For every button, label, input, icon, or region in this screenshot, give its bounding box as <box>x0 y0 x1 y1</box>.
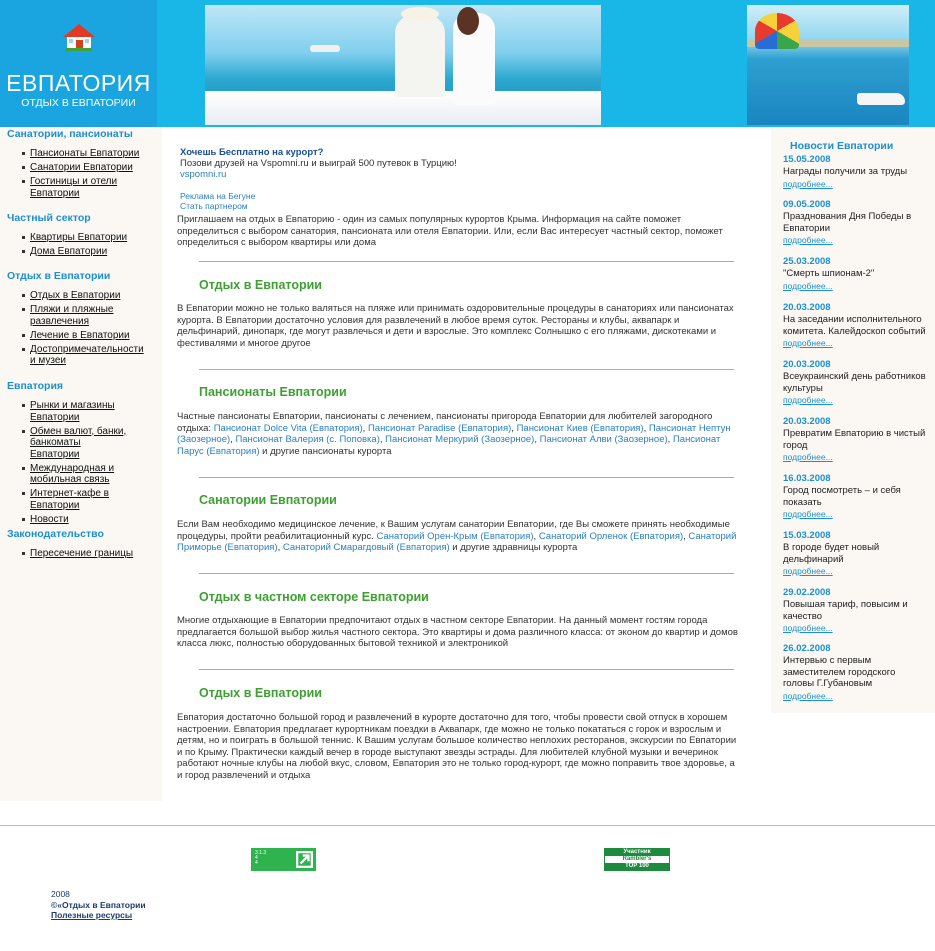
counter-badge[interactable] <box>251 848 316 871</box>
sidebar-item[interactable] <box>22 514 132 526</box>
hat <box>401 7 439 21</box>
news-text: На заседании исполнительного комитета. Калейдоскоп событий <box>783 314 926 337</box>
news-item <box>783 530 928 578</box>
news-date: 26.02.2008 <box>783 643 831 654</box>
news-item <box>783 302 928 350</box>
counter-line: 4 <box>255 855 258 861</box>
news-item <box>783 416 928 464</box>
news-text: Награды получили за труды <box>783 166 908 177</box>
sidebar-link[interactable]: Отдых в Евпатории <box>30 290 121 301</box>
sidebar-link[interactable]: Пансионаты Евпатории <box>30 148 140 159</box>
divider <box>199 573 734 574</box>
counter-line: 4 <box>255 860 258 866</box>
footer-divider <box>0 825 935 826</box>
news-date: 15.05.2008 <box>783 154 831 165</box>
section-lead: Частные пансионаты Евпатории, пансионаты с лечением, пансионаты пригорода Евпатории для любителей загородного отдыха: <box>177 411 713 434</box>
sidebar-menu <box>22 400 132 528</box>
sidebar-item[interactable] <box>22 400 122 423</box>
ad-link[interactable]: vspomni.ru <box>180 169 227 180</box>
news-item <box>783 199 928 247</box>
sidebar-link[interactable]: Новости <box>30 513 69 525</box>
news-more-link[interactable]: подробнее... <box>783 509 833 519</box>
divider <box>199 477 734 478</box>
sidebar-item[interactable] <box>22 290 142 302</box>
news-more-link[interactable]: подробнее... <box>783 566 833 576</box>
news-item <box>783 154 928 191</box>
sidebar-section-title: Отдых в Евпатории <box>7 270 111 282</box>
resources-link[interactable]: Полезные ресурсы <box>51 910 133 920</box>
pension-link[interactable]: Пансионат Парус (Евпатория) <box>177 434 721 457</box>
sidebar-menu <box>22 548 133 562</box>
news-text: В городе будет новый дельфинарий <box>783 542 880 565</box>
divider <box>199 669 734 670</box>
news-text: Город посмотреть – и себя показать <box>783 485 901 508</box>
copyright <box>51 889 146 921</box>
section-text: В Евпатории можно не только валяться на пляже или принимать оздоровительные процедуры в санаториях или пансионатах курорта. В Евпатории достаточно условия для развлечений в любое время суток. Рестораны и клубы, аквапарк и дельфинарий, динопарк, где могут развлечься и дети и взрослые. Это комплекс Солнышко с его пляжами, дискотеками и фестивалями и многое другое <box>177 303 734 349</box>
news-date: 09.05.2008 <box>783 199 831 210</box>
news-item <box>783 359 928 407</box>
copyright-year: 2008 <box>51 889 70 899</box>
news-text: Интервью с первым заместителем городского головы Г.Губановым <box>783 655 896 689</box>
site-title: ЕВПАТОРИЯ <box>6 70 151 96</box>
sidebar-item[interactable] <box>22 330 142 342</box>
header-photo-couple <box>205 5 601 125</box>
section-text: Если Вам необходимо медицинское лечение, к Вашим услугам санатории Евпатории, где Вы сможете принять необходимые процедуры, пройти реабилитационный курс. Санаторий Орен-Крым (Евпатория), Санаторий Орленок (Евпатория), Санаторий Приморье (Евпатория), Санаторий Смарагдовый (Евпатория) и другие здравницы курорта <box>177 519 737 553</box>
section-heading: Отдых в частном секторе Евпатории <box>199 590 429 604</box>
news-text: Празднования Дня Победы в Евпатории <box>783 211 912 234</box>
sidebar-item[interactable] <box>22 488 112 511</box>
news-item <box>783 587 928 635</box>
arrow-icon <box>296 851 313 868</box>
pension-link[interactable]: Пансионат Алви (Заозерное) <box>539 434 668 445</box>
sidebar-menu <box>22 232 127 260</box>
sidebar-section-title: Законодательство <box>7 528 104 540</box>
section-heading: Санатории Евпатории <box>199 493 337 507</box>
boat-shape <box>310 45 340 52</box>
header-photo-parasail <box>747 5 909 125</box>
divider <box>199 261 734 262</box>
ad-begun-link[interactable]: Реклама на Бегуне <box>180 191 256 201</box>
sidebar-section-title: Евпатория <box>7 380 64 392</box>
news-more-link[interactable]: подробнее... <box>783 338 833 348</box>
motorboat <box>857 93 905 105</box>
sidebar-item[interactable] <box>22 426 132 461</box>
sidebar-item[interactable] <box>22 162 139 174</box>
ad-text: Позови друзей на Vspomni.ru и выиграй 500 путевок в Турцию! <box>180 158 457 169</box>
divider <box>199 369 734 370</box>
section-tail: и другие пансионаты курорта <box>262 445 392 457</box>
parasail <box>755 13 799 49</box>
sanatorium-link[interactable]: Санаторий Смарагдовый (Евпатория) <box>282 542 450 553</box>
news-sidebar <box>771 127 935 713</box>
logo[interactable] <box>0 0 157 127</box>
news-more-link[interactable]: подробнее... <box>783 452 833 462</box>
news-date: 29.02.2008 <box>783 587 831 598</box>
left-sidebar <box>0 127 162 801</box>
news-more-link[interactable]: подробнее... <box>783 623 833 633</box>
sanatorium-link[interactable]: Санаторий Приморье (Евпатория) <box>177 530 737 553</box>
sidebar-link[interactable]: Гостиницы и отели Евпатории <box>30 176 118 199</box>
sidebar-item[interactable] <box>22 304 122 327</box>
sidebar-section-title: Частный сектор <box>7 212 91 224</box>
sidebar-link[interactable]: Квартиры Евпатории <box>30 232 128 243</box>
sidebar-menu <box>22 290 142 369</box>
rambler-top100-badge[interactable] <box>604 848 670 871</box>
person-man <box>395 15 445 97</box>
news-more-link[interactable]: подробнее... <box>783 280 833 291</box>
site-subtitle: ОТДЫХ В ЕВПАТОРИИ <box>21 97 136 109</box>
news-text: "Смерть шпионам-2" <box>783 268 875 279</box>
news-more-link[interactable]: подробнее... <box>783 395 833 405</box>
sidebar-link[interactable]: Дома Евпатории <box>30 246 108 257</box>
rambler-line: TOP 100 <box>605 863 669 870</box>
sidebar-link[interactable]: Лечение в Евпатории <box>30 329 130 341</box>
counter-text <box>255 851 266 866</box>
sidebar-link[interactable]: Международная и мобильная связь <box>30 462 115 485</box>
news-text: Повышая тариф, повысим и качество <box>783 599 908 622</box>
news-date: 20.03.2008 <box>783 416 831 427</box>
ad-partner-link[interactable]: Стать партнером <box>180 201 248 211</box>
section-tail: и другие здравницы курорта <box>452 542 578 553</box>
section-text: Евпатория достаточно большой город и развлечений в курорте достаточно для того, чтобы провести свой отпуск в хорошем настроении. Евпатория предлагает курортникам поездки в Аквапарк, где можно не только покататься с горок и взрослым и детям, но и поиграть в большой теннис. К Вашим услугам большое количество неплохих ресторанов, экскурсии по Евпатории и по Крыму. Практически каждый вечер в городе выступают звезды эстрады. Для любителей клубной музыки и вечеринок работают ночные клубы на любой вкус, словом, Евпатория это не только город-курорт, где можно поправить твое здоровье, а и город развлечений и отдыха <box>177 712 737 781</box>
counter-line: 3.1.3 <box>255 850 267 856</box>
sidebar-link[interactable]: Пересечение границы <box>30 548 134 559</box>
sidebar-item[interactable] <box>22 176 122 199</box>
intro-text: Приглашаем на отдых в Евпаторию - один из самых популярных курортов Крыма. Информация на сайте поможет определиться с выбором санатория, пансионата или отеля Евпатории. Или, если Вас интересует частный сектор, поможет определиться с выбором квартиры или дома <box>177 214 723 248</box>
sidebar-item[interactable] <box>22 463 122 486</box>
news-more-link[interactable]: подробнее... <box>783 235 833 245</box>
news-date: 16.03.2008 <box>783 473 831 484</box>
rambler-line: Rambler's <box>622 856 652 862</box>
news-more-link[interactable]: подробнее... <box>783 690 833 701</box>
news-item <box>783 256 928 293</box>
news-item <box>783 473 928 521</box>
sidebar-link[interactable]: Достопримечательности и музеи <box>30 343 144 366</box>
section-text: Многие отдыхающие в Евпатории предпочитают отдых в частном секторе Евпатории. На данный момент гостям города предлагается большой выбор жилья частного сектора. Это квартиры и дома различного класса: от эконом до квартир и домов класса люкс, полностью оборудованных бытовой техникой и электроникой <box>177 615 738 649</box>
header <box>0 0 935 127</box>
section-heading: Отдых в Евпатории <box>199 686 322 700</box>
sanatorium-link[interactable]: Санаторий Орен-Крым (Евпатория) <box>376 530 534 542</box>
sidebar-link[interactable]: Пляжи и пляжные развлечения <box>30 304 114 327</box>
sidebar-item[interactable] <box>22 148 139 160</box>
sidebar-item[interactable] <box>22 232 127 244</box>
sidebar-link[interactable]: Обмен валют, банки, банкоматы Евпатории <box>30 425 127 460</box>
section-lead: Если Вам необходимо медицинское лечение, к Вашим услугам санатории Евпатории, где Вы сможете принять необходимые процедуры, пройти реабилитационный курс. <box>177 519 730 542</box>
news-date: 20.03.2008 <box>783 302 831 313</box>
sidebar-section-title: Санатории, пансионаты <box>7 128 133 140</box>
copyright-text: ©«Отдых в Евпатории <box>51 899 146 910</box>
news-date: 25.03.2008 <box>783 256 831 267</box>
ad-title[interactable]: Хочешь Бесплатно на курорт? <box>180 147 324 158</box>
sidebar-item[interactable] <box>22 548 133 560</box>
news-text: Всеукраинский день работников культуры <box>783 371 926 394</box>
section-text: Частные пансионаты Евпатории, пансионаты с лечением, пансионаты пригорода Евпатории для любителей загородного отдыха: Пансионат Dolce Vita (Евпатория), Пансионат Paradise (Евпатория), Пансионат Киев (Евпатория), Пансионат Нептун (Заозерное), Пансионат Валерия (с. Поповка), Пансионат Меркурий (Заозерное), Пансионат Алви (Заозерное), Пансионат Парус (Евпатория) и другие пансионаты курорта <box>177 411 731 457</box>
sidebar-link[interactable]: Интернет-кафе в Евпатории <box>30 488 109 511</box>
sidebar-menu <box>22 148 139 202</box>
news-text: Превратим Евпаторию в чистый город <box>783 428 926 451</box>
pension-link[interactable]: Пансионат Меркурий (Заозерное) <box>385 434 535 445</box>
news-item <box>783 643 928 703</box>
sidebar-link[interactable]: Рынки и магазины Евпатории <box>30 400 115 423</box>
sidebar-item[interactable] <box>22 246 127 258</box>
rambler-line: Участник <box>605 849 669 856</box>
sidebar-item[interactable] <box>22 344 142 367</box>
news-title: Новости Евпатории <box>790 140 894 152</box>
news-date: 20.03.2008 <box>783 359 831 370</box>
pension-link[interactable]: Пансионат Нептун (Заозерное) <box>177 422 731 445</box>
sidebar-link[interactable]: Санатории Евпатории <box>30 162 133 173</box>
sanatorium-link[interactable]: Санаторий Орленок (Евпатория) <box>538 530 684 542</box>
pension-link[interactable]: Пансионат Dolce Vita (Евпатория) <box>213 422 363 434</box>
news-more-link[interactable]: подробнее... <box>783 178 833 189</box>
pension-link[interactable]: Пансионат Paradise (Евпатория) <box>367 422 512 434</box>
news-date: 15.03.2008 <box>783 530 831 541</box>
section-heading: Пансионаты Евпатории <box>199 385 347 399</box>
pension-link[interactable]: Пансионат Киев (Евпатория) <box>516 422 644 434</box>
hair <box>457 7 479 35</box>
house-icon <box>62 22 96 52</box>
section-heading: Отдых в Евпатории <box>199 278 322 292</box>
pension-link[interactable]: Пансионат Валерия (с. Поповка) <box>235 434 380 445</box>
